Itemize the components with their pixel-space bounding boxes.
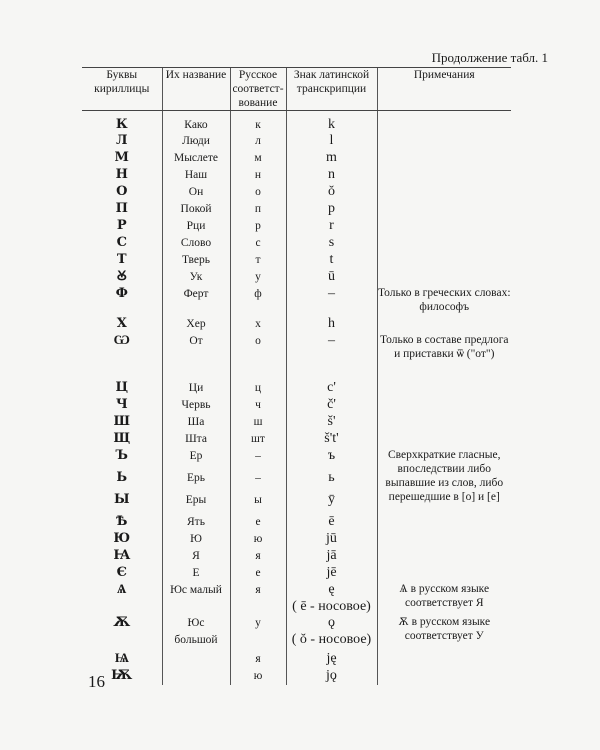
letter-name: Ю [162, 531, 230, 548]
note: Ѧ в русском языке соответствует Я [377, 582, 511, 615]
latin-transcription: p [286, 201, 377, 218]
letter-name: Он [162, 184, 230, 201]
table-row [82, 582, 511, 599]
cyrillic-letter: К [115, 117, 128, 132]
cyrillic-letter: Ѡ [113, 333, 130, 348]
cyrillic-letter: Р [116, 218, 127, 233]
table-row [82, 615, 511, 632]
cyrillic-letter: Ь [116, 470, 128, 485]
russian-equivalent: о [230, 184, 286, 201]
cyrillic-letter: Т [116, 252, 127, 267]
russian-equivalent: р [230, 218, 286, 235]
note [377, 668, 511, 685]
table-row [82, 333, 511, 380]
russian-equivalent: с [230, 235, 286, 252]
latin-transcription: r [286, 218, 377, 235]
table-row [82, 514, 511, 531]
letter-name: Шта [162, 431, 230, 448]
table-continuation-label: Продолжение табл. 1 [431, 50, 548, 65]
note [377, 414, 511, 431]
russian-equivalent: к [230, 117, 286, 133]
note [377, 184, 511, 201]
table-row [82, 431, 511, 448]
note [377, 167, 511, 184]
col-header-russian: Русское соответст- вование [230, 68, 286, 111]
table-row [82, 414, 511, 431]
note [377, 150, 511, 167]
letter-name: Еры [162, 492, 230, 514]
russian-equivalent: о [230, 333, 286, 380]
table-row [82, 218, 511, 235]
col-header-latin: Знак латинской транскрипции [286, 68, 377, 111]
cyrillic-letter: Ф [115, 286, 128, 301]
letter-name: Ук [162, 269, 230, 286]
cyrillic-letter: Ѭ [111, 668, 133, 683]
russian-equivalent: е [230, 565, 286, 582]
russian-equivalent: – [230, 470, 286, 492]
note [377, 316, 511, 333]
letter-name: Тверь [162, 252, 230, 269]
cyrillic-letter: Ю [113, 531, 131, 546]
russian-equivalent: ф [230, 286, 286, 316]
letter-name: Мыслете [162, 150, 230, 167]
table-row [82, 397, 511, 414]
cyrillic-letter: Ц [115, 380, 129, 395]
cyrillic-letter: Ꙋ [116, 269, 127, 284]
cyrillic-letter: О [116, 184, 128, 199]
latin-transcription: m [286, 150, 377, 167]
table-row [82, 316, 511, 333]
latin-transcription: ǫ [286, 615, 377, 632]
table-body [82, 111, 511, 686]
table-row [82, 448, 511, 470]
russian-equivalent: н [230, 167, 286, 184]
cyrillic-letter [82, 599, 162, 615]
table-row [82, 531, 511, 548]
latin-transcription: č' [286, 397, 377, 414]
letter-name: Я [162, 548, 230, 565]
table-row [82, 201, 511, 218]
table-row [82, 668, 511, 685]
letter-name: Слово [162, 235, 230, 252]
col-header-letters: Буквы кириллицы [82, 68, 162, 111]
note-line: соответствует У [404, 630, 484, 642]
table-row [82, 184, 511, 201]
note [377, 201, 511, 218]
russian-equivalent: ю [230, 531, 286, 548]
letter-name: Ци [162, 380, 230, 397]
cyrillic-letter: Є [116, 565, 127, 580]
letter-name: Покой [162, 201, 230, 218]
letter-name [162, 651, 230, 668]
letter-name [162, 599, 230, 615]
latin-transcription: c' [286, 380, 377, 397]
cyrillic-letter: Ѧ [117, 582, 127, 597]
latin-transcription: – [286, 333, 377, 380]
letter-name: Люди [162, 133, 230, 150]
letter-name [162, 668, 230, 685]
latin-transcription: k [286, 117, 377, 133]
latin-transcription: ē [286, 514, 377, 531]
letter-name: Наш [162, 167, 230, 184]
table-row [82, 380, 511, 397]
cyrillic-letter: Н [115, 167, 128, 182]
latin-transcription: š' [286, 414, 377, 431]
letter-name: Ять [162, 514, 230, 531]
latin-transcription: s [286, 235, 377, 252]
table-row [82, 150, 511, 167]
note [377, 651, 511, 668]
table-row [82, 235, 511, 252]
cyrillic-letter: Ѣ [116, 514, 128, 529]
note [377, 380, 511, 397]
russian-equivalent: – [230, 448, 286, 470]
cyrillic-letter: Ѫ [113, 615, 131, 630]
latin-transcription: jǫ [286, 668, 377, 685]
latin-transcription: ( ē - носовое) [286, 599, 377, 615]
cyrillic-letter: Ѩ [114, 651, 129, 666]
russian-equivalent: т [230, 252, 286, 269]
latin-transcription: jē [286, 565, 377, 582]
russian-equivalent: ю [230, 668, 286, 685]
latin-transcription: ū [286, 269, 377, 286]
latin-transcription: š't' [286, 431, 377, 448]
russian-equivalent: е [230, 514, 286, 531]
cyrillic-letter: Щ [113, 431, 131, 446]
table-row [82, 133, 511, 150]
cyrillic-letter: Ч [115, 397, 128, 412]
russian-equivalent [230, 632, 286, 651]
letter-name: Ша [162, 414, 230, 431]
letter-name: Юс [162, 615, 230, 632]
table-row [82, 565, 511, 582]
letter-name: Хер [162, 316, 230, 333]
cyrillic-letter: Ы [113, 492, 130, 507]
letter-name: От [162, 333, 230, 380]
latin-transcription: l [286, 133, 377, 150]
cyrillic-letter: С [116, 235, 127, 250]
latin-transcription: ь [286, 470, 377, 492]
table-row [82, 548, 511, 565]
table-row [82, 167, 511, 184]
letter-name: Червь [162, 397, 230, 414]
russian-equivalent: ы [230, 492, 286, 514]
note [377, 431, 511, 448]
letter-name: Е [162, 565, 230, 582]
cyrillic-letter: Л [116, 133, 128, 148]
note [377, 218, 511, 235]
note: Только в составе предлога и приставки ѿ ("от") [377, 333, 511, 380]
latin-transcription: ( ŏ - носовое) [286, 632, 377, 651]
note [377, 235, 511, 252]
russian-equivalent: ч [230, 397, 286, 414]
cyrillic-letter: Ъ [115, 448, 128, 463]
letter-name: большой [162, 632, 230, 651]
letter-name: Како [162, 117, 230, 133]
note [377, 269, 511, 286]
russian-equivalent: п [230, 201, 286, 218]
note [377, 397, 511, 414]
note [377, 252, 511, 269]
russian-equivalent [230, 599, 286, 615]
latin-transcription: – [286, 286, 377, 316]
cyrillic-letter: Ш [113, 414, 130, 429]
cyrillic-letter: П [115, 201, 128, 216]
col-header-name: Их название [162, 68, 230, 111]
cyrillic-letter: Ꙗ [113, 548, 131, 563]
cyrillic-letter: М [114, 150, 129, 165]
russian-equivalent: у [230, 615, 286, 632]
russian-equivalent: ц [230, 380, 286, 397]
russian-equivalent: шт [230, 431, 286, 448]
note [377, 514, 511, 531]
table-header-row [82, 68, 511, 111]
letter-name: Рци [162, 218, 230, 235]
latin-transcription: ŏ [286, 184, 377, 201]
col-header-notes: Примечания [377, 68, 511, 111]
russian-equivalent: л [230, 133, 286, 150]
letter-name: Юс малый [162, 582, 230, 599]
russian-equivalent: я [230, 548, 286, 565]
note [377, 133, 511, 150]
note [377, 548, 511, 565]
alphabet-table [82, 67, 511, 685]
table-row [82, 286, 511, 316]
note [377, 531, 511, 548]
latin-transcription: ȳ [286, 492, 377, 514]
latin-transcription: jū [286, 531, 377, 548]
russian-equivalent: х [230, 316, 286, 333]
russian-equivalent: я [230, 651, 286, 668]
latin-transcription: h [286, 316, 377, 333]
latin-transcription: jā [286, 548, 377, 565]
latin-transcription: ę [286, 582, 377, 599]
note: Сверхкраткие гласные, впоследствии либо выпавшие из слов, либо перешедшие в [о] и [е] [377, 448, 511, 514]
russian-equivalent: ш [230, 414, 286, 431]
russian-equivalent: я [230, 582, 286, 599]
latin-transcription: t [286, 252, 377, 269]
note [377, 117, 511, 133]
latin-transcription: ję [286, 651, 377, 668]
cyrillic-letter [82, 632, 162, 651]
letter-name: Ферт [162, 286, 230, 316]
table-row [82, 651, 511, 668]
russian-equivalent: м [230, 150, 286, 167]
cyrillic-letter: Х [116, 316, 127, 331]
letter-name: Ер [162, 448, 230, 470]
russian-equivalent: у [230, 269, 286, 286]
note [377, 565, 511, 582]
note: Только в греческих словах: философъ [377, 286, 511, 316]
letter-name: Ерь [162, 470, 230, 492]
table-row [82, 117, 511, 133]
note-line: Ѫ в русском языке [398, 616, 491, 628]
table-row [82, 269, 511, 286]
table-row [82, 252, 511, 269]
latin-transcription: ъ [286, 448, 377, 470]
note [377, 615, 511, 651]
latin-transcription: n [286, 167, 377, 184]
page-number: 16 [88, 672, 105, 691]
